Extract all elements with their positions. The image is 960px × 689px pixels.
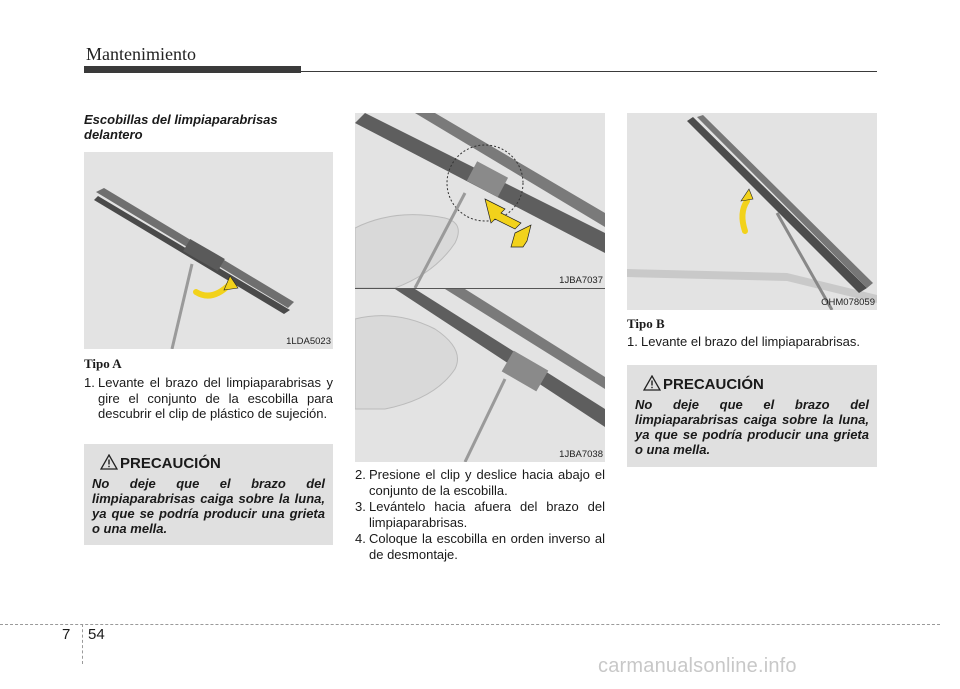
figure-code: 1LDA5023 bbox=[286, 336, 331, 347]
warning-triangle-icon bbox=[100, 454, 118, 470]
tipo-a-heading: Tipo A bbox=[84, 356, 122, 371]
watermark: carmanualsonline.info bbox=[598, 655, 797, 677]
wiper-type-b-illustration bbox=[627, 113, 877, 310]
step-number: 1. bbox=[84, 375, 95, 390]
caution-box bbox=[84, 444, 333, 545]
tipo-b-block bbox=[627, 316, 877, 351]
figure-code: 1JBA7038 bbox=[559, 449, 603, 460]
wiper-clip-illustration bbox=[355, 113, 605, 288]
figure-code: 1JBA7037 bbox=[559, 275, 603, 286]
page-header-title: Mantenimiento bbox=[86, 44, 196, 64]
step-item bbox=[84, 375, 333, 422]
footer-rule bbox=[0, 624, 940, 625]
step-item bbox=[355, 499, 605, 530]
step-text: Levántelo hacia afuera del brazo del limpiaparabrisas. bbox=[369, 499, 605, 530]
caution-text: No deje que el brazo del limpiaparabrisas caiga sobre la luna, ya que se podría producir una grieta o una mella. bbox=[92, 476, 325, 536]
caution-title bbox=[643, 375, 869, 393]
step-number: 4. bbox=[355, 531, 366, 546]
middle-steps-block bbox=[355, 467, 605, 563]
caution-text: No deje que el brazo del limpiaparabrisas caiga sobre la luna, ya que se podría producir una grieta o una mella. bbox=[635, 397, 869, 457]
header-bar bbox=[84, 66, 301, 73]
figure-wiper-lift-out bbox=[355, 289, 605, 462]
figure-wiper-clip-press bbox=[355, 113, 605, 288]
wiper-blade-illustration bbox=[84, 152, 333, 349]
footer-divider bbox=[82, 624, 83, 664]
caution-title bbox=[100, 454, 325, 472]
step-text: Levante el brazo del limpiaparabrisas y gire el conjunto de la escobilla para descubrir el clip de plástico de sujeción. bbox=[98, 375, 333, 421]
figure-code: OHM078059 bbox=[821, 297, 875, 308]
section-title: Escobillas del limpiaparabrisas delantero bbox=[84, 112, 278, 142]
tipo-b-heading: Tipo B bbox=[627, 316, 665, 331]
step-text: Coloque la escobilla en orden inverso al de desmontaje. bbox=[369, 531, 605, 562]
figure-wiper-type-b bbox=[627, 113, 877, 310]
tipo-b-steps bbox=[627, 334, 877, 350]
step-number: 2. bbox=[355, 467, 366, 482]
figure-wiper-type-a bbox=[84, 152, 333, 349]
caution-title-text: PRECAUCIÓN bbox=[120, 455, 221, 472]
step-number: 3. bbox=[355, 499, 366, 514]
warning-triangle-icon bbox=[643, 375, 661, 391]
step-item bbox=[627, 334, 877, 350]
step-text: Levante el brazo del limpiaparabrisas. bbox=[641, 334, 860, 349]
step-item bbox=[355, 531, 605, 562]
wiper-remove-illustration bbox=[355, 289, 605, 462]
page-number: 54 bbox=[88, 626, 105, 643]
step-number: 1. bbox=[627, 334, 638, 349]
middle-steps bbox=[355, 467, 605, 562]
header-rule bbox=[301, 71, 877, 72]
section-title-block bbox=[84, 112, 333, 142]
chapter-number: 7 bbox=[62, 626, 71, 643]
step-text: Presione el clip y deslice hacia abajo el conjunto de la escobilla. bbox=[369, 467, 605, 498]
caution-box bbox=[627, 365, 877, 467]
tipo-a-block bbox=[84, 356, 333, 423]
caution-title-text: PRECAUCIÓN bbox=[663, 376, 764, 393]
tipo-a-steps bbox=[84, 375, 333, 422]
step-item bbox=[355, 467, 605, 498]
